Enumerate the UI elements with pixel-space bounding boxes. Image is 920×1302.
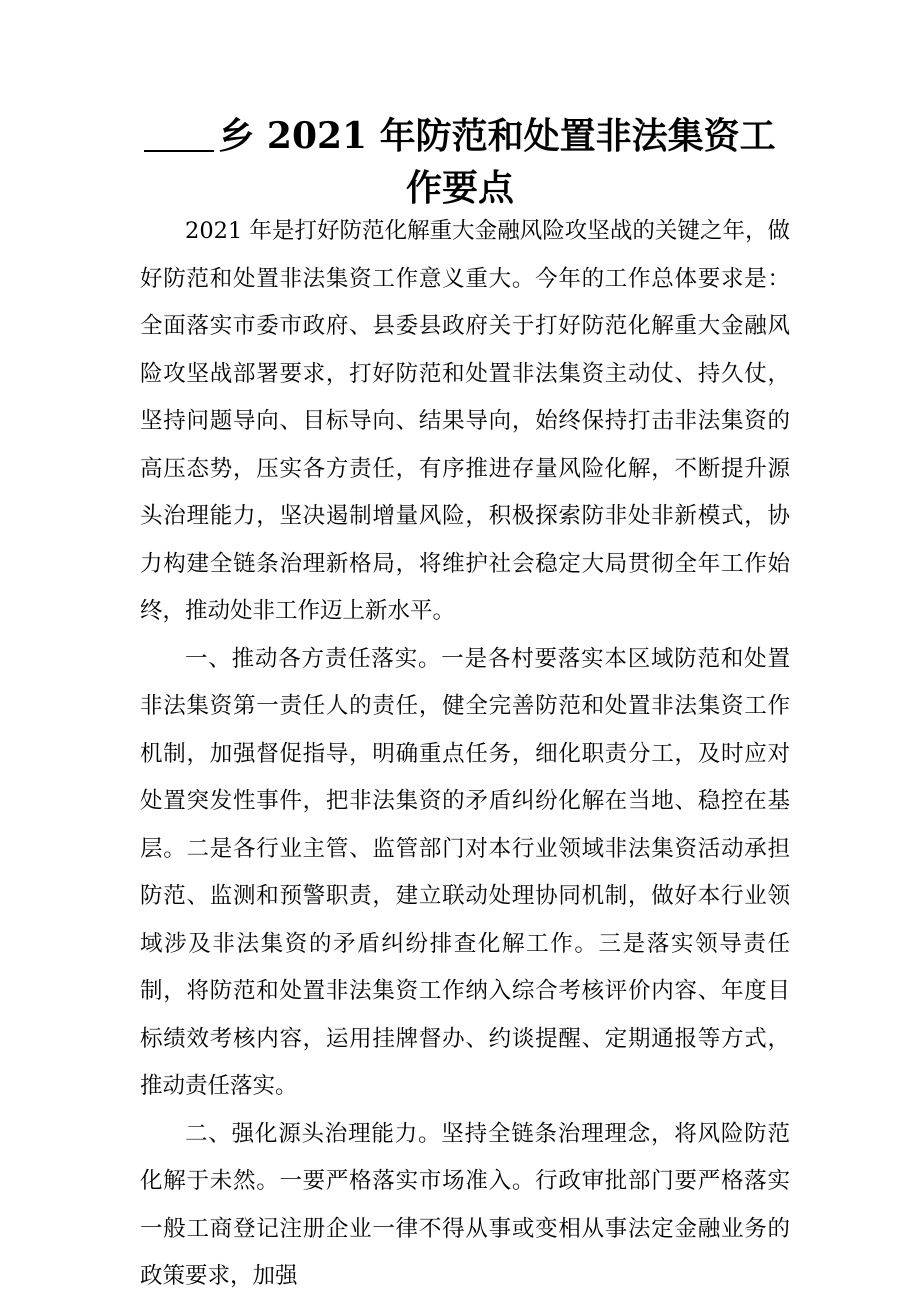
document-title <box>130 110 790 214</box>
paragraph-intro: 2021 年是打好防范化解重大金融风险攻坚战的关键之年，做好防范和处置非法集资工作意义重大。今年的工作总体要求是：全面落实市委市政府、县委县政府关于打好防范化解重大金融风险攻坚战部署要求，打好防范和处置非法集资主动仗、持久仗，坚持问题导向、目标导向、结果导向，始终保持打击非法集资的高压态势，压实各方责任，有序推进存量风险化解，不断提升源头治理能力，坚决遏制增量风险，积极探索防非处非新模式，协力构建全链条治理新格局，将维护社会稳定大局贯彻全年工作始终，推动处非工作迈上新水平。 <box>140 218 790 624</box>
title-blank-underline <box>144 114 214 152</box>
document-body <box>140 208 790 1301</box>
paragraph-section-1: 一、推动各方责任落实。一是各村要落实本区域防范和处置非法集资第一责任人的责任，健全完善防范和处置非法集资工作机制，加强督促指导，明确重点任务，细化职责分工，及时应对处置突发性事件，把非法集资的矛盾纠纷化解在当地、稳控在基层。二是各行业主管、监管部门对本行业领域非法集资活动承担防范、监测和预警职责，建立联动处理协同机制，做好本行业领域涉及非法集资的矛盾纠纷排查化解工作。三是落实领导责任制，将防范和处置非法集资工作纳入综合考核评价内容、年度目标绩效考核内容，运用挂牌督办、约谈提醒、定期通报等方式，推动责任落实。 <box>140 645 790 1099</box>
paragraph-section-2: 二、强化源头治理能力。坚持全链条治理理念，将风险防范化解于未然。一要严格落实市场准入。行政审批部门要严格落实一般工商登记注册企业一律不得从事或变相从事法定金融业务的政策要求，加强 <box>140 1120 790 1289</box>
title-text: 乡 2021 年防范和处置非法集资工作要点 <box>218 115 776 209</box>
